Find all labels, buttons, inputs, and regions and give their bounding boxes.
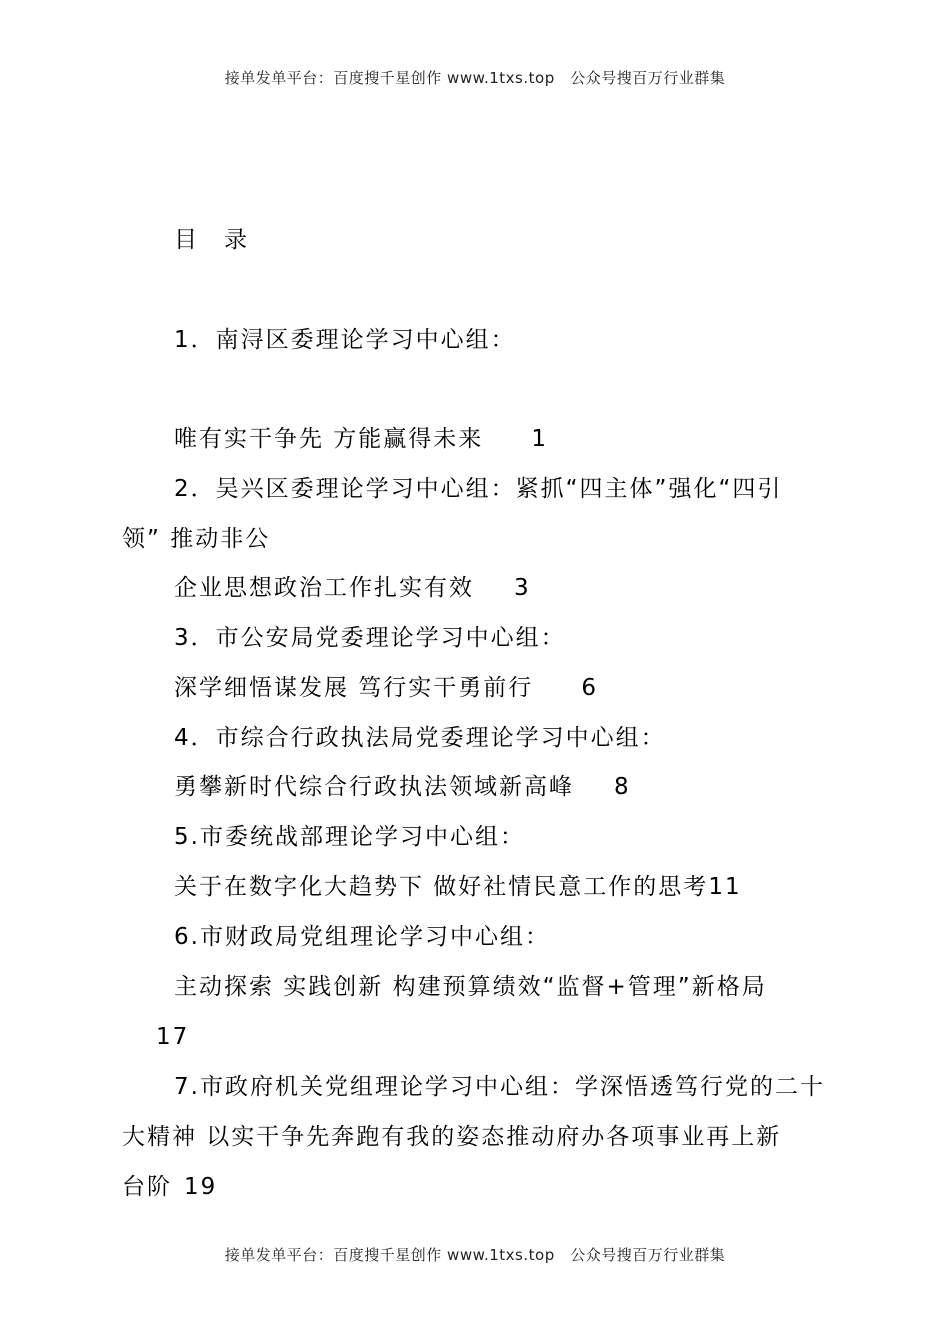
toc-entry-3-heading[interactable]: 3．市公安局党委理论学习中心组： xyxy=(174,625,566,651)
toc-entry-3-subtitle: 深学细悟谋发展 笃行实干勇前行 xyxy=(174,675,534,701)
toc-entry-1-subtitle-line[interactable] xyxy=(174,414,842,464)
toc-entry-6-page: 17 xyxy=(156,1024,190,1050)
page-header: 接单发单平台：百度搜千星创作 www.1txs.top 公众号搜百万行业群集 xyxy=(224,69,726,87)
toc-entry-2-heading-line1[interactable]: 2．吴兴区委理论学习中心组：紧抓“四主体”强化“四引 xyxy=(174,476,783,502)
toc-entry-7-heading-line1[interactable]: 7.市政府机关党组理论学习中心组：学深悟透笃行党的二十 xyxy=(174,1074,825,1100)
toc-entry-7-page: 19 xyxy=(184,1174,218,1200)
toc-entry-4-subtitle: 勇攀新时代综合行政执法领域新高峰 xyxy=(174,774,574,800)
page-footer: 接单发单平台：百度搜千星创作 www.1txs.top 公众号搜百万行业群集 xyxy=(224,1246,726,1264)
toc-entry-5-subtitle: 关于在数字化大趋势下 做好社情民意工作的思考 xyxy=(174,874,709,900)
toc-entry-2-subtitle-line[interactable] xyxy=(174,563,842,613)
toc-entry-2-page: 3 xyxy=(514,575,531,601)
toc-entry-3-subtitle-line[interactable] xyxy=(174,663,842,713)
toc-entry-5-page: 11 xyxy=(708,874,742,900)
toc-entry-3-page: 6 xyxy=(581,675,598,701)
toc-entry-6-subtitle[interactable]: 主动探索 实践创新 构建预算绩效“监督+管理”新格局 xyxy=(174,974,767,1000)
toc-entry-5-subtitle-line[interactable] xyxy=(174,862,842,912)
toc-entry-1-subtitle: 唯有实干争先 方能赢得未来 xyxy=(174,426,484,452)
toc-entry-6-heading[interactable]: 6.市财政局党组理论学习中心组： xyxy=(174,924,550,950)
toc-entry-4-subtitle-line[interactable] xyxy=(174,762,842,812)
toc-title: 目 录 xyxy=(174,227,249,253)
toc-entry-1-page: 1 xyxy=(531,426,548,452)
toc-entry-4-page: 8 xyxy=(614,774,631,800)
toc-entry-7-last-line[interactable] xyxy=(122,1162,842,1212)
toc-entry-2-heading-line2[interactable]: 领” 推动非公 xyxy=(122,526,271,552)
toc-entry-7-heading-line2[interactable]: 大精神 以实干争先奔跑有我的姿态推动府办各项事业再上新 xyxy=(122,1124,782,1150)
toc-entry-1-heading[interactable]: 1．南浔区委理论学习中心组： xyxy=(174,327,516,353)
toc-entry-4-heading[interactable]: 4．市综合行政执法局党委理论学习中心组： xyxy=(174,725,666,751)
toc-entry-7-heading-line3: 台阶 xyxy=(122,1174,172,1200)
toc-entry-2-subtitle: 企业思想政治工作扎实有效 xyxy=(174,575,474,601)
toc-entry-5-heading[interactable]: 5.市委统战部理论学习中心组： xyxy=(174,824,525,850)
